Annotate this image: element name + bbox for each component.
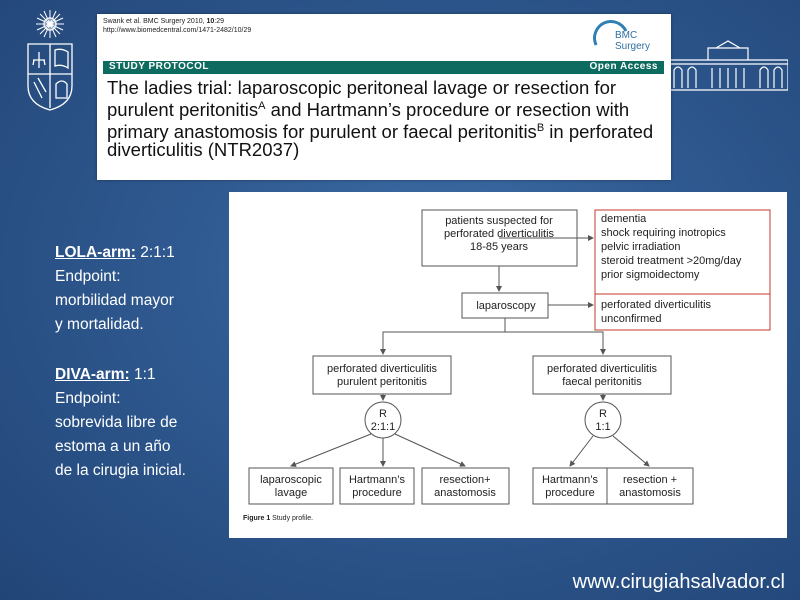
exclusion1-item2: shock requiring inotropics xyxy=(601,227,726,239)
study-profile-svg xyxy=(229,192,787,538)
diva-heading: DIVA-arm: xyxy=(55,366,130,383)
purulent-line1: perforated diverticulitis xyxy=(326,363,438,375)
study-protocol-bar xyxy=(103,61,664,74)
university-crest-logo xyxy=(22,8,78,112)
title-sup-a: A xyxy=(258,100,266,112)
paper-title xyxy=(107,79,667,159)
outcome-resection-right-line2: anastomosis xyxy=(619,487,681,499)
svg-text:Figure 1 Study profile. xyxy=(243,515,313,522)
diva-arm-text xyxy=(55,363,225,483)
exclusion1-item3: pelvic irradiation xyxy=(601,241,681,253)
exclusion1-item1: dementia xyxy=(601,213,647,225)
random-left-r: R xyxy=(379,408,387,420)
lola-heading: LOLA-arm: xyxy=(55,244,136,261)
exclusion1-item4: steroid treatment >20mg/day xyxy=(601,255,742,267)
laparoscopy-label: laparoscopy xyxy=(476,300,536,312)
random-left-ratio: 2:1:1 xyxy=(370,421,396,433)
lola-endpoint-label: Endpoint: xyxy=(55,268,121,285)
title-sup-b: B xyxy=(536,122,545,135)
outcome-lavage-line1: laparoscopic xyxy=(260,474,322,486)
lola-endpoint-line2: morbilidad mayor xyxy=(55,292,174,309)
exclusion1-item5: prior sigmoidectomy xyxy=(601,269,700,281)
outcome-hartmann-right-line2: procedure xyxy=(545,487,595,499)
diva-ratio: 1:1 xyxy=(129,366,156,383)
citation-authors: Swank et al. BMC Surgery 2010, xyxy=(103,18,207,25)
start-line3: 18-85 years xyxy=(469,241,529,253)
outcome-resection-left-line2: anastomosis xyxy=(434,487,496,499)
faecal-box xyxy=(533,356,671,394)
faecal-line1: perforated diverticulitis xyxy=(546,363,658,375)
outcome-hartmann-right-line1: Hartmann’s xyxy=(541,474,599,486)
purulent-line2: purulent peritonitis xyxy=(337,376,427,388)
purulent-box xyxy=(313,356,451,394)
random-right-ratio: 1:1 xyxy=(595,421,611,433)
title-part3: in perforated diverticulitis (NTR2037) xyxy=(107,121,654,161)
diva-endpoint-line4: de la cirugia inicial. xyxy=(55,462,186,479)
exclusion2-line2: unconfirmed xyxy=(601,313,662,325)
citation-volume: 10 xyxy=(206,18,215,25)
diva-endpoint-line2: sobrevida libre de xyxy=(55,414,178,431)
faecal-line2: faecal peritonitis xyxy=(562,376,642,388)
article-header-card xyxy=(97,14,671,180)
outcome-hartmann-left-line1: Hartmann’s xyxy=(348,474,406,486)
outcome-lavage-line2: lavage xyxy=(274,487,308,499)
lola-endpoint-line3: y mortalidad. xyxy=(55,316,144,333)
lola-ratio: 2:1:1 xyxy=(135,244,175,261)
title-part1: The ladies trial: laparoscopic peritoneal lavage or resection for purulent peritonitis xyxy=(107,77,617,121)
journal-name-line1: BMC xyxy=(615,30,638,41)
start-line2: perforated diverticulitis xyxy=(443,228,555,240)
citation-page: :29 xyxy=(214,18,225,25)
citation-url: http://www.biomedcentral.com/1471-2482/10/29 xyxy=(103,27,252,34)
figure-caption-text: Study profile. xyxy=(270,515,314,522)
lola-arm-text xyxy=(55,241,225,337)
outcome-resection-left-line1: resection+ xyxy=(439,474,491,486)
title-part2: and Hartmann’s procedure or resection with primary anastomosis for purulent or faecal peritonitis xyxy=(107,99,630,143)
diva-endpoint-label: Endpoint: xyxy=(55,390,121,407)
exclusion2-line1: perforated diverticulitis xyxy=(601,299,712,311)
citation xyxy=(103,17,251,35)
random-right-r: R xyxy=(599,408,607,420)
outcome-resection-right-line1: resection + xyxy=(622,474,678,486)
building-logo xyxy=(668,40,788,92)
outcome-hartmann-left-line2: procedure xyxy=(352,487,402,499)
start-line1: patients suspected for xyxy=(445,215,553,227)
diva-endpoint-line3: estoma a un año xyxy=(55,438,171,455)
study-profile-diagram xyxy=(229,192,787,538)
footer-url[interactable]: www.cirugiahsalvador.cl xyxy=(572,571,785,593)
journal-name-line2: Surgery xyxy=(615,41,651,52)
section-label: STUDY PROTOCOL xyxy=(109,61,209,72)
bmc-surgery-logo xyxy=(593,20,663,56)
figure-caption-label: Figure 1 xyxy=(243,515,271,522)
open-access-label: Open Access xyxy=(589,61,658,72)
